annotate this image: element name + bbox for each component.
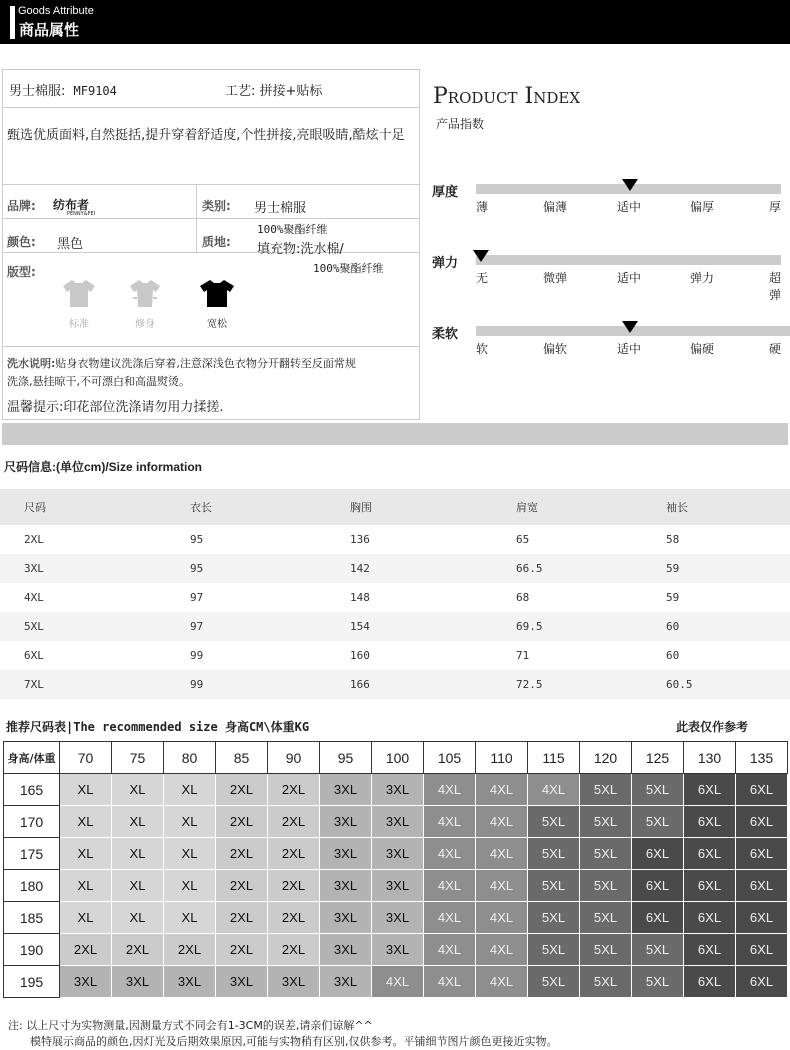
size-recommendation-cell: 3XL: [320, 806, 372, 838]
header-accent-bar: [10, 6, 15, 39]
size-recommendation-cell: 3XL: [268, 966, 320, 998]
weight-header: 130: [684, 742, 736, 774]
size-recommendation-cell: 6XL: [684, 902, 736, 934]
weight-header: 135: [736, 742, 788, 774]
brand-logo-en: PENNY&FEI: [67, 211, 96, 217]
header-title-en: Goods Attribute: [18, 5, 94, 17]
size-cell: 7XL: [24, 678, 44, 691]
shirt-icon: [59, 278, 99, 308]
size-recommendation-cell: 2XL: [164, 934, 216, 966]
product-info-panel: [2, 69, 420, 420]
weight-header: 125: [632, 742, 684, 774]
size-cell: 166: [350, 678, 370, 691]
section-header: [0, 0, 790, 44]
weight-header: 115: [528, 742, 580, 774]
product-name-value: MF9104: [73, 84, 117, 98]
size-recommendation-cell: 3XL: [372, 870, 424, 902]
size-recommendation-cell: 4XL: [372, 966, 424, 998]
size-recommendation-cell: 3XL: [112, 966, 164, 998]
material-line1: 100%聚酯纤维: [257, 223, 328, 236]
index-option-label: 微弹: [543, 271, 568, 285]
index-label: 弹力: [432, 256, 459, 271]
product-index-subtitle: 产品指数: [436, 117, 485, 131]
weight-header: 70: [60, 742, 112, 774]
size-recommendation-cell: 4XL: [476, 966, 528, 998]
size-recommendation-cell: 3XL: [216, 966, 268, 998]
size-recommendation-cell: 6XL: [632, 838, 684, 870]
size-recommendation-cell: 2XL: [268, 806, 320, 838]
product-name-row: [9, 80, 117, 99]
fit-option-label: 宽松: [207, 319, 227, 330]
size-recommendation-cell: 4XL: [424, 774, 476, 806]
size-recommendation-cell: XL: [112, 806, 164, 838]
weight-header: 105: [424, 742, 476, 774]
size-cell: 154: [350, 620, 370, 633]
size-recommendation-cell: 4XL: [476, 870, 528, 902]
fit-option-loose: [197, 278, 237, 330]
table-row: [4, 870, 788, 902]
size-recommendation-cell: 6XL: [632, 902, 684, 934]
size-recommendation-cell: XL: [112, 870, 164, 902]
fit-option-label: 修身: [135, 319, 155, 330]
size-recommendation-cell: 4XL: [424, 934, 476, 966]
size-cell: 71: [516, 649, 530, 662]
size-cell: 59: [666, 591, 680, 604]
size-recommendation-cell: XL: [112, 774, 164, 806]
size-column-header: 肩宽: [516, 501, 538, 514]
size-recommendation-cell: XL: [164, 870, 216, 902]
weight-header: 80: [164, 742, 216, 774]
size-column-header: 衣长: [190, 501, 212, 514]
size-recommendation-cell: XL: [164, 838, 216, 870]
size-recommendation-cell: 2XL: [268, 934, 320, 966]
size-recommendation-cell: 6XL: [736, 774, 788, 806]
product-description: 甄选优质面料,自然挺括,提升穿着舒适度,个性拼接,亮眼吸睛,酷炫十足: [7, 128, 405, 143]
size-recommendation-cell: 5XL: [632, 806, 684, 838]
size-recommendation-cell: 6XL: [736, 806, 788, 838]
size-recommendation-cell: 3XL: [320, 934, 372, 966]
care-tip: 温馨提示:印花部位洗涤请勿用力揉搓.: [7, 400, 224, 415]
index-label: 柔软: [432, 327, 459, 342]
size-recommendation-cell: 6XL: [736, 902, 788, 934]
category-value: 男士棉服: [254, 201, 307, 216]
size-recommendation-cell: 4XL: [476, 934, 528, 966]
size-recommendation-cell: 3XL: [320, 902, 372, 934]
index-option-label: 厚: [769, 200, 782, 214]
size-recommendation-cell: 2XL: [60, 934, 112, 966]
size-cell: 2XL: [24, 533, 44, 546]
size-recommendation-cell: 3XL: [320, 838, 372, 870]
table-row: [4, 902, 788, 934]
size-cell: 95: [190, 533, 204, 546]
index-option-label: 偏薄: [543, 200, 568, 214]
brand-logo-cn: 纺布者: [53, 198, 90, 212]
size-recommendation-cell: 3XL: [60, 966, 112, 998]
size-recommendation-cell: 5XL: [632, 966, 684, 998]
index-option-label: 适中: [617, 342, 642, 356]
size-recommendation-cell: 4XL: [424, 806, 476, 838]
wash-instructions: [7, 355, 417, 391]
color-label: 颜色:: [7, 235, 36, 249]
size-recommendation-cell: 5XL: [580, 838, 632, 870]
size-cell: 68: [516, 591, 530, 604]
table-row: [0, 612, 790, 641]
size-recommendation-cell: 5XL: [528, 902, 580, 934]
size-table-header: [0, 489, 790, 525]
index-option-label: 无: [476, 271, 489, 285]
weight-header: 110: [476, 742, 528, 774]
size-cell: 142: [350, 562, 370, 575]
recommended-size-table: [3, 741, 788, 998]
size-recommendation-cell: 4XL: [424, 870, 476, 902]
material-label: 质地:: [202, 235, 231, 249]
size-recommendation-cell: 4XL: [424, 838, 476, 870]
divider: [3, 184, 419, 185]
size-recommendation-cell: 4XL: [476, 838, 528, 870]
divider: [3, 107, 419, 108]
size-recommendation-cell: 5XL: [528, 806, 580, 838]
size-cell: 65: [516, 533, 530, 546]
index-selected-marker-icon: [473, 250, 489, 262]
category-label: 类别:: [202, 199, 231, 213]
size-recommendation-cell: 4XL: [424, 966, 476, 998]
divider: [3, 218, 419, 219]
size-recommendation-cell: 2XL: [216, 870, 268, 902]
fit-label: 版型:: [7, 265, 36, 279]
size-recommendation-cell: 4XL: [424, 902, 476, 934]
index-option-label: 偏硬: [690, 342, 715, 356]
height-header: 170: [4, 806, 60, 838]
craft-info: 工艺: 拼接+贴标: [225, 84, 323, 99]
weight-header: 85: [216, 742, 268, 774]
table-row: [4, 934, 788, 966]
size-cell: 6XL: [24, 649, 44, 662]
size-recommendation-cell: 5XL: [580, 774, 632, 806]
height-header: 165: [4, 774, 60, 806]
size-recommendation-cell: 6XL: [632, 870, 684, 902]
size-cell: 97: [190, 591, 204, 604]
size-recommendation-cell: 4XL: [476, 806, 528, 838]
weight-header: 120: [580, 742, 632, 774]
size-recommendation-cell: XL: [164, 774, 216, 806]
table-row: [4, 966, 788, 998]
index-option-label: 适中: [617, 271, 642, 285]
size-cell: 59: [666, 562, 680, 575]
size-cell: 136: [350, 533, 370, 546]
index-option-label: 弹力: [690, 271, 715, 285]
reference-note: 此表仅作参考: [676, 720, 749, 734]
size-cell: 99: [190, 678, 204, 691]
size-recommendation-cell: 6XL: [736, 966, 788, 998]
weight-header: 90: [268, 742, 320, 774]
size-recommendation-cell: 5XL: [580, 966, 632, 998]
size-cell: 60: [666, 620, 680, 633]
size-recommendation-cell: XL: [164, 902, 216, 934]
index-option-label: 薄: [476, 200, 489, 214]
size-recommendation-cell: 4XL: [528, 774, 580, 806]
height-header: 195: [4, 966, 60, 998]
size-recommendation-cell: 5XL: [580, 902, 632, 934]
index-selected-marker-icon: [622, 179, 638, 191]
slim-shirt-icon: [125, 278, 165, 308]
height-header: 175: [4, 838, 60, 870]
wash-label: 洗水说明:: [7, 357, 56, 370]
size-recommendation-cell: 3XL: [164, 966, 216, 998]
brand-logo: [53, 194, 95, 217]
divider: [3, 346, 419, 347]
divider: [3, 252, 419, 253]
wash-text-line2: 洗涤,悬挂晾干,不可漂白和高温熨烫。: [7, 375, 190, 388]
weight-header: 75: [112, 742, 164, 774]
size-recommendation-cell: 6XL: [684, 934, 736, 966]
size-cell: 60: [666, 649, 680, 662]
size-recommendation-cell: 2XL: [268, 870, 320, 902]
size-recommendation-cell: 2XL: [112, 934, 164, 966]
size-cell: 60.5: [666, 678, 693, 691]
size-table: [0, 489, 790, 699]
size-recommendation-cell: 2XL: [268, 902, 320, 934]
index-option-label: 适中: [617, 200, 642, 214]
size-recommendation-cell: XL: [112, 838, 164, 870]
size-recommendation-cell: XL: [60, 806, 112, 838]
loose-shirt-icon: [197, 278, 237, 308]
header-title-cn: 商品属性: [19, 21, 80, 39]
size-recommendation-cell: 3XL: [372, 806, 424, 838]
size-recommendation-cell: 6XL: [736, 870, 788, 902]
product-name-label: 男士棉服:: [9, 84, 66, 99]
size-cell: 3XL: [24, 562, 44, 575]
size-recommendation-cell: 5XL: [632, 774, 684, 806]
size-recommendation-cell: 2XL: [216, 838, 268, 870]
size-recommendation-cell: 2XL: [216, 902, 268, 934]
note-line1: 注: 以上尺寸为实物测量,因测量方式不同会有1-3CM的误差,请亲们谅解^^: [8, 1019, 373, 1032]
size-cell: 4XL: [24, 591, 44, 604]
size-recommendation-cell: 6XL: [684, 870, 736, 902]
size-column-header: 尺码: [24, 501, 46, 514]
index-option-label: 偏厚: [690, 200, 715, 214]
size-recommendation-cell: 5XL: [580, 870, 632, 902]
product-index-title: Product Index: [433, 84, 581, 109]
recommended-header-row: [4, 742, 788, 774]
size-recommendation-cell: XL: [60, 902, 112, 934]
size-recommendation-cell: 2XL: [268, 774, 320, 806]
size-cell: 58: [666, 533, 680, 546]
table-row: [0, 554, 790, 583]
size-cell: 69.5: [516, 620, 543, 633]
size-recommendation-cell: 3XL: [372, 902, 424, 934]
size-recommendation-cell: 5XL: [632, 934, 684, 966]
size-recommendation-cell: 6XL: [684, 774, 736, 806]
table-row: [4, 774, 788, 806]
table-row: [4, 806, 788, 838]
size-recommendation-cell: 5XL: [528, 870, 580, 902]
size-recommendation-cell: XL: [60, 870, 112, 902]
size-recommendation-cell: 2XL: [216, 934, 268, 966]
size-cell: 66.5: [516, 562, 543, 575]
size-recommendation-cell: XL: [60, 838, 112, 870]
material-line3: 100%聚酯纤维: [313, 262, 384, 275]
wash-text-line1: 贴身衣物建议洗涤后穿着,注意深浅色衣物分开翻转至反面常规: [55, 357, 356, 370]
size-recommendation-cell: 5XL: [528, 838, 580, 870]
table-row: [0, 525, 790, 554]
corner-label: 身高/体重: [4, 742, 60, 774]
size-recommendation-cell: 2XL: [216, 806, 268, 838]
color-value: 黑色: [57, 237, 84, 252]
size-recommendation-cell: 3XL: [320, 774, 372, 806]
index-option-label: 偏软: [543, 342, 568, 356]
size-recommendation-cell: 4XL: [476, 902, 528, 934]
weight-header: 100: [372, 742, 424, 774]
fit-option-standard: [59, 278, 99, 330]
size-recommendation-cell: XL: [112, 902, 164, 934]
size-recommendation-cell: 5XL: [528, 934, 580, 966]
index-option-label: 超弹: [769, 271, 782, 302]
separator-band: [2, 423, 788, 445]
size-recommendation-cell: XL: [60, 774, 112, 806]
size-cell: 95: [190, 562, 204, 575]
index-selected-marker-icon: [622, 321, 638, 333]
size-recommendation-cell: 3XL: [372, 934, 424, 966]
size-recommendation-cell: XL: [164, 806, 216, 838]
size-recommendation-cell: 6XL: [684, 966, 736, 998]
brand-label: 品牌:: [7, 199, 36, 213]
size-recommendation-cell: 6XL: [684, 806, 736, 838]
height-header: 185: [4, 902, 60, 934]
height-header: 190: [4, 934, 60, 966]
size-cell: 72.5: [516, 678, 543, 691]
size-cell: 148: [350, 591, 370, 604]
table-row: [0, 583, 790, 612]
size-recommendation-cell: 3XL: [320, 870, 372, 902]
size-recommendation-cell: 3XL: [372, 774, 424, 806]
size-column-header: 胸围: [350, 501, 372, 514]
index-label: 厚度: [432, 185, 459, 200]
size-recommendation-cell: 6XL: [684, 838, 736, 870]
size-recommendation-cell: 5XL: [580, 934, 632, 966]
size-recommendation-cell: 6XL: [736, 934, 788, 966]
size-recommendation-cell: 5XL: [580, 806, 632, 838]
note-line2: 模特展示商品的颜色,因灯光及后期效果原因,可能与实物稍有区别,仅供参考。平铺细节图片颜色更接近实物。: [30, 1035, 558, 1048]
index-option-label: 软: [476, 342, 489, 356]
height-header: 180: [4, 870, 60, 902]
fit-option-slim: [125, 278, 165, 330]
size-info-title: 尺码信息:(单位cm)/Size information: [4, 460, 203, 474]
material-line2: 填充物:洗水棉/: [257, 242, 344, 257]
size-cell: 160: [350, 649, 370, 662]
size-recommendation-cell: 3XL: [320, 966, 372, 998]
size-cell: 5XL: [24, 620, 44, 633]
size-column-header: 袖长: [666, 501, 688, 514]
size-cell: 99: [190, 649, 204, 662]
recommended-title: 推荐尺码表|The recommended size 身高CM\体重KG: [6, 720, 310, 734]
table-row: [0, 670, 790, 699]
size-cell: 97: [190, 620, 204, 633]
size-recommendation-cell: 6XL: [736, 838, 788, 870]
index-option-label: 硬: [769, 342, 782, 356]
size-recommendation-cell: 2XL: [268, 838, 320, 870]
weight-header: 95: [320, 742, 372, 774]
size-recommendation-cell: 2XL: [216, 774, 268, 806]
size-recommendation-cell: 5XL: [528, 966, 580, 998]
fit-option-label: 标准: [69, 319, 89, 330]
table-row: [4, 838, 788, 870]
index-slider-track: [476, 255, 781, 265]
size-recommendation-cell: 3XL: [372, 838, 424, 870]
table-row: [0, 641, 790, 670]
size-recommendation-cell: 4XL: [476, 774, 528, 806]
